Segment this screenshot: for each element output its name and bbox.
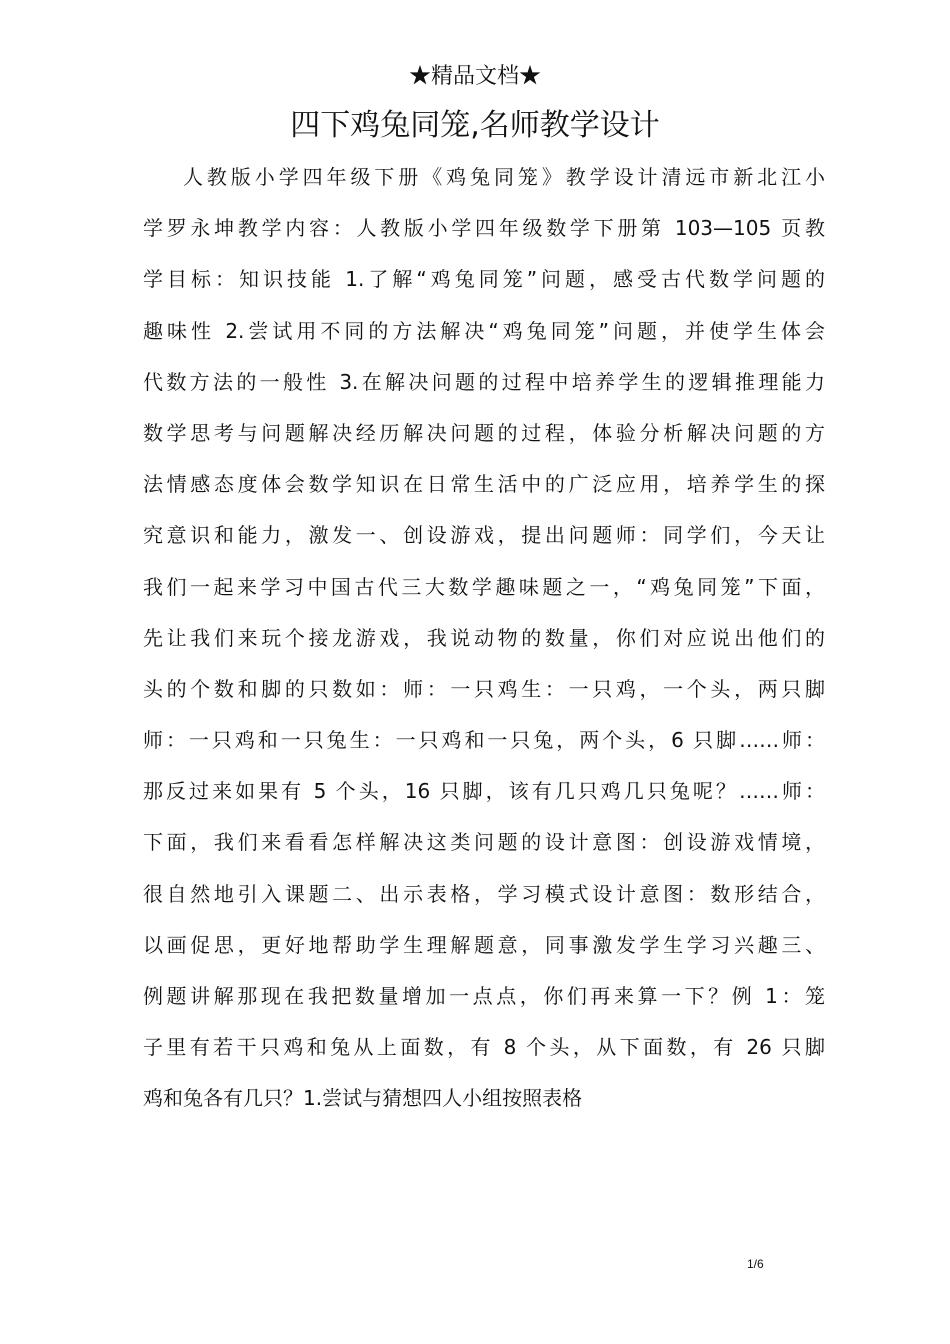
- body-line: 数学思考与问题解决经历解决问题的过程，体验分析解决问题的方: [143, 420, 825, 445]
- body-line: 以画促思，更好地帮助学生理解题意，同事激发学生学习兴趣三、: [143, 932, 825, 957]
- page-number: 1/6: [747, 1257, 764, 1271]
- body-line: 头的个数和脚的只数如：师：一只鸡生：一只鸡，一个头，两只脚: [143, 676, 825, 701]
- body-line: 趣味性 2.尝试用不同的方法解决“鸡兔同笼”问题，并使学生体会: [143, 318, 825, 343]
- body-line: 很自然地引入课题二、出示表格，学习模式设计意图：数形结合，: [143, 881, 825, 906]
- body-line: 例题讲解那现在我把数量增加一点点，你们再来算一下？例 1：笼: [143, 984, 825, 1008]
- body-line: 学目标：知识技能 1.了解“鸡兔同笼”问题，感受古代数学问题的: [143, 267, 825, 292]
- body-line: 代数方法的一般性 3.在解决问题的过程中培养学生的逻辑推理能力: [143, 369, 825, 394]
- body-line: 那反过来如果有 5 个头，16 只脚，该有几只鸡几只兔呢？……师：: [143, 779, 825, 804]
- body-line: 子里有若干只鸡和兔从上面数，有 8 个头，从下面数，有 26 只脚: [143, 1035, 825, 1060]
- body-line: 师：一只鸡和一只兔生：一只鸡和一只兔，两个头，6 只脚……师：: [143, 728, 825, 753]
- body-line: 先让我们来玩个接龙游戏，我说动物的数量，你们对应说出他们的: [143, 625, 825, 650]
- body-line: 法情感态度体会数学知识在日常生活中的广泛应用，培养学生的探: [143, 472, 825, 497]
- body-line: 人教版小学四年级下册《鸡兔同笼》教学设计清远市新北江小: [183, 165, 825, 189]
- document-header-badge: ★精品文档★: [408, 64, 541, 89]
- document-body: [143, 152, 825, 1125]
- body-line: 下面，我们来看看怎样解决这类问题的设计意图：创设游戏情境，: [143, 830, 825, 855]
- body-line: 鸡和兔各有几只？1.尝试与猜想四人小组按照表格: [143, 1086, 583, 1111]
- body-line: 究意识和能力，激发一、创设游戏，提出问题师：同学们，今天让: [143, 523, 825, 548]
- body-line: 我们一起来学习中国古代三大数学趣味题之一，“鸡兔同笼”下面，: [143, 574, 825, 599]
- document-title: 四下鸡兔同笼,名师教学设计: [290, 108, 660, 143]
- body-line: 学罗永坤教学内容：人教版小学四年级数学下册第 103—105 页教: [143, 216, 825, 241]
